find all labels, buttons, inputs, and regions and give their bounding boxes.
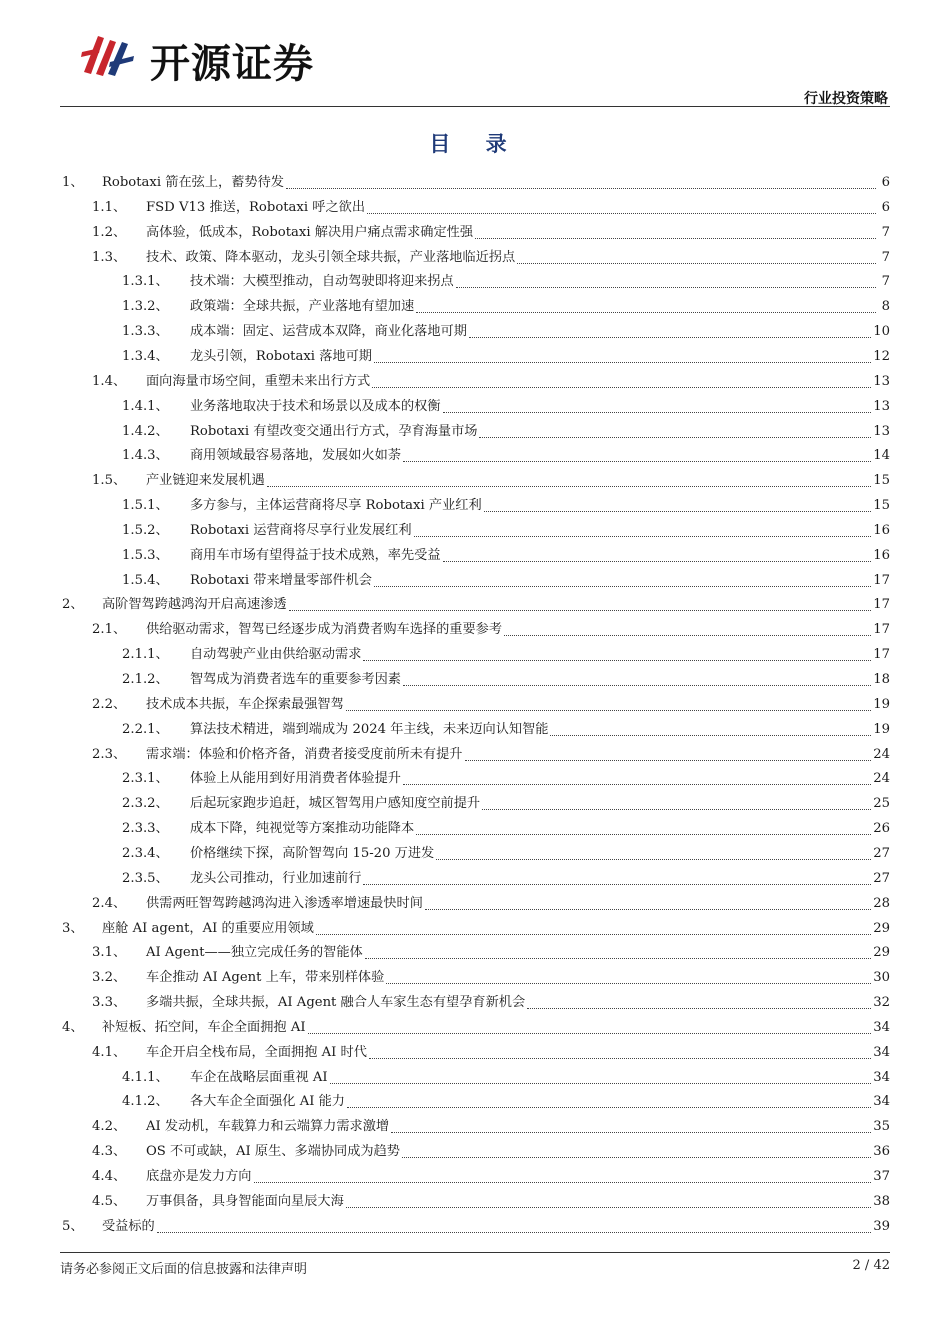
- toc-leader-dots: [365, 946, 871, 959]
- toc-entry-title: 技术成本共振，车企探索最强智驾: [146, 696, 344, 712]
- toc-entry-title: 高体验，低成本，Robotaxi 解决用户痛点需求确定性强: [146, 224, 474, 240]
- toc-entry-page: 19: [873, 721, 890, 737]
- toc-leader-dots: [482, 797, 871, 810]
- toc-entry-number: 1.3.1、: [122, 274, 169, 290]
- toc-entry-page: 35: [873, 1119, 890, 1135]
- toc-entry[interactable]: [122, 640, 890, 664]
- toc-entry[interactable]: [62, 1013, 890, 1037]
- toc-entry[interactable]: [92, 243, 890, 267]
- toc-entry[interactable]: [122, 441, 890, 465]
- toc-entry-title: 车企在战略层面重视 AI: [190, 1069, 328, 1085]
- toc-entry-number: 4.1.2、: [122, 1094, 169, 1110]
- toc-entry-title: 车企开启全栈布局，全面拥抱 AI 时代: [146, 1044, 367, 1060]
- toc-entry-title: 座舱 AI agent，AI 的重要应用领域: [102, 920, 314, 936]
- toc-leader-dots: [425, 897, 871, 910]
- footer-divider: [60, 1252, 890, 1253]
- toc-entry[interactable]: [122, 814, 890, 838]
- toc-entry-number: 2.3、: [92, 746, 127, 762]
- toc-entry-number: 3.2、: [92, 970, 127, 986]
- toc-leader-dots: [316, 922, 871, 935]
- toc-entry-title: 业务落地取决于技术和场景以及成本的权衡: [190, 398, 441, 414]
- toc-entry[interactable]: [92, 1038, 890, 1062]
- toc-entry-page: 7: [881, 249, 890, 265]
- toc-entry-page: 10: [873, 324, 890, 340]
- toc-entry[interactable]: [122, 292, 890, 316]
- header-divider: [60, 106, 890, 107]
- toc-leader-dots: [403, 772, 871, 785]
- toc-entry-page: 38: [873, 1193, 890, 1209]
- toc-leader-dots: [267, 474, 872, 487]
- toc-entry-number: 4.4、: [92, 1169, 127, 1184]
- toc-entry-number: 1.2、: [92, 224, 127, 240]
- toc-entry-page: 7: [881, 224, 890, 240]
- toc-entry-page: 16: [873, 522, 890, 538]
- toc-entry-page: 34: [873, 1019, 890, 1035]
- toc-entry-number: 2.1、: [92, 622, 127, 638]
- toc-entry[interactable]: [122, 1087, 890, 1111]
- toc-entry-title: 价格继续下探，高阶智驾向 15-20 万进发: [190, 845, 435, 861]
- toc-entry[interactable]: [122, 864, 890, 888]
- toc-leader-dots: [402, 1145, 871, 1158]
- toc-entry-number: 3.1、: [92, 945, 127, 961]
- toc-entry[interactable]: [122, 392, 890, 416]
- toc-entry-page: 17: [873, 572, 890, 588]
- toc-entry-number: 1.5.4、: [122, 572, 169, 588]
- toc-entry-page: 13: [873, 398, 890, 414]
- toc-entry-title: 商用领域最容易落地，发展如火如荼: [190, 448, 401, 464]
- toc-leader-dots: [363, 872, 871, 885]
- toc-entry-number: 1.3.4、: [122, 348, 169, 364]
- toc-entry-number: 1.4.2、: [122, 423, 169, 439]
- toc-leader-dots: [347, 1095, 871, 1108]
- toc-entry-title: 后起玩家跑步追赶，城区智驾用户感知度空前提升: [190, 796, 481, 812]
- brand-name: 开源证券: [150, 41, 314, 87]
- toc-entry-page: 39: [873, 1218, 890, 1234]
- toc-entry-number: 2.1.2、: [122, 672, 169, 687]
- toc-entry-page: 17: [873, 597, 890, 613]
- toc-entry-number: 1.3、: [92, 249, 127, 265]
- toc-entry-page: 14: [873, 448, 890, 464]
- toc-entry-title: 补短板、拓空间，车企全面拥抱 AI: [102, 1019, 306, 1035]
- toc-entry[interactable]: [122, 566, 890, 590]
- toc-entry[interactable]: [122, 342, 890, 366]
- toc-entry-number: 2.3.4、: [122, 845, 169, 861]
- toc-leader-dots: [403, 673, 871, 686]
- toc-entry-title: 龙头公司推动，行业加速前行: [190, 870, 362, 886]
- page-footer: [60, 1258, 890, 1278]
- toc-entry-title: 成本端：固定、运营成本双降，商业化落地可期: [190, 324, 467, 340]
- toc-entry-title: Robotaxi 箭在弦上，蓄势待发: [102, 175, 284, 190]
- toc-entry-number: 3.3、: [92, 995, 127, 1011]
- toc-entry-title: 高阶智驾跨越鸿沟开启高速渗透: [102, 597, 287, 613]
- toc-entry-title: OS 不可或缺，AI 原生、多端协同成为趋势: [146, 1144, 400, 1160]
- toc-leader-dots: [527, 996, 871, 1009]
- kaiyuan-logo-icon: [80, 28, 136, 84]
- toc-entry[interactable]: [92, 367, 890, 391]
- toc-entry-title: 多端共振，全球共振，AI Agent 融合人车家生态有望孕育新机会: [146, 995, 526, 1011]
- toc-leader-dots: [308, 1021, 872, 1034]
- toc-leader-dots: [254, 1170, 872, 1183]
- toc-entry-page: 34: [873, 1069, 890, 1085]
- toc-entry-number: 1.1、: [92, 199, 127, 215]
- legal-disclaimer: 请务必参阅正文后面的信息披露和法律声明: [60, 1262, 308, 1277]
- toc-entry[interactable]: [92, 988, 890, 1012]
- toc-entry-title: 受益标的: [102, 1218, 155, 1234]
- toc-entry-page: 30: [873, 970, 890, 986]
- toc-leader-dots: [386, 971, 871, 984]
- toc-leader-dots: [289, 598, 872, 611]
- toc-entry[interactable]: [62, 914, 890, 938]
- toc-entry[interactable]: [92, 963, 890, 987]
- toc-leader-dots: [416, 822, 871, 835]
- toc-entry-page: 6: [881, 175, 890, 190]
- toc-entry-title: 商用车市场有望得益于技术成熟，率先受益: [190, 547, 441, 563]
- toc-entry[interactable]: [62, 590, 890, 614]
- toc-entry-number: 2.4、: [92, 895, 127, 911]
- toc-entry-number: 1.3.3、: [122, 324, 169, 340]
- toc-entry[interactable]: [92, 193, 890, 217]
- toc-entry[interactable]: [92, 690, 890, 714]
- toc-entry[interactable]: [62, 1212, 890, 1236]
- page-header: [0, 0, 950, 110]
- toc-leader-dots: [372, 375, 871, 388]
- toc-entry-page: 27: [873, 870, 890, 886]
- toc-entry-title: Robotaxi 带来增量零部件机会: [190, 572, 372, 588]
- toc-entry-number: 1.5.3、: [122, 547, 169, 563]
- toc-entry-title: 需求端：体验和价格齐备，消费者接受度前所未有提升: [146, 746, 463, 762]
- toc-entry-title: 各大车企全面强化 AI 能力: [190, 1094, 345, 1110]
- toc-entry-title: 成本下降，纯视觉等方案推动功能降本: [190, 821, 415, 837]
- toc-leader-dots: [456, 275, 876, 288]
- toc-entry[interactable]: [92, 1112, 890, 1136]
- toc-entry-title: 供给驱动需求，智驾已经逐步成为消费者购车选择的重要参考: [146, 622, 503, 638]
- toc-entry[interactable]: [122, 267, 890, 291]
- toc-entry-number: 5、: [62, 1218, 84, 1234]
- toc-entry[interactable]: [92, 1187, 890, 1211]
- toc-entry[interactable]: [62, 168, 890, 192]
- toc-entry-title: AI 发动机，车载算力和云端算力需求激增: [146, 1119, 390, 1135]
- toc-entry-number: 2.3.5、: [122, 870, 169, 886]
- toc-entry-number: 2.3.3、: [122, 821, 169, 837]
- toc-entry-page: 18: [873, 672, 890, 687]
- toc-entry-number: 1.4、: [92, 373, 127, 389]
- toc-entry-page: 24: [873, 746, 890, 762]
- toc-entry-number: 1.5.1、: [122, 498, 169, 514]
- toc-leader-dots: [403, 449, 871, 462]
- toc-entry-title: 多方参与，主体运营商将尽享 Robotaxi 产业红利: [190, 498, 482, 514]
- toc-leader-dots: [346, 1195, 871, 1208]
- toc-entry[interactable]: [92, 889, 890, 913]
- toc-entry-page: 16: [873, 547, 890, 563]
- toc-entry-page: 26: [873, 821, 890, 837]
- toc-entry-page: 17: [873, 647, 890, 663]
- toc-entry-number: 4.2、: [92, 1119, 127, 1135]
- toc-entry-title: 政策端：全球共振，产业落地有望加速: [190, 299, 415, 315]
- toc-entry-number: 1.5、: [92, 473, 127, 489]
- toc-entry-title: 产业链迎来发展机遇: [146, 473, 265, 489]
- toc-entry-title: Robotaxi 有望改变交通出行方式，孕育海量市场: [190, 423, 478, 439]
- toc-entry-title: 面向海量市场空间，重塑未来出行方式: [146, 373, 371, 389]
- toc-entry-number: 1.5.2、: [122, 522, 169, 538]
- toc-leader-dots: [443, 400, 872, 413]
- toc-entry-page: 29: [873, 920, 890, 936]
- toc-entry-title: 车企推动 AI Agent 上车，带来别样体验: [146, 970, 385, 986]
- toc-entry-page: 13: [873, 423, 890, 439]
- toc-leader-dots: [550, 723, 871, 736]
- toc-entry-title: AI Agent——独立完成任务的智能体: [146, 945, 363, 961]
- toc-entry[interactable]: [122, 839, 890, 863]
- toc-leader-dots: [475, 226, 876, 239]
- toc-entry-number: 4、: [62, 1019, 84, 1035]
- toc-entry-number: 1.3.2、: [122, 299, 169, 315]
- toc-leader-dots: [374, 350, 871, 363]
- toc-entry[interactable]: [122, 715, 890, 739]
- toc-entry-number: 2.2.1、: [122, 721, 169, 737]
- toc-entry[interactable]: [122, 417, 890, 441]
- toc-leader-dots: [443, 549, 872, 562]
- toc-entry-page: 12: [873, 348, 890, 364]
- toc-leader-dots: [504, 623, 871, 636]
- toc-entry-page: 34: [873, 1044, 890, 1060]
- toc-entry-page: 29: [873, 945, 890, 961]
- toc-leader-dots: [416, 300, 876, 313]
- toc-entry-page: 36: [873, 1144, 890, 1160]
- toc-entry[interactable]: [92, 1162, 890, 1186]
- toc-entry-title: FSD V13 推送，Robotaxi 呼之欲出: [146, 199, 366, 215]
- toc-entry-page: 15: [873, 473, 890, 489]
- toc-entry-page: 8: [881, 299, 890, 315]
- toc-entry-title: 供需两旺智驾跨越鸿沟进入渗透率增速最快时间: [146, 895, 423, 911]
- toc-entry[interactable]: [92, 1137, 890, 1161]
- toc-entry[interactable]: [92, 938, 890, 962]
- toc-entry[interactable]: [92, 740, 890, 764]
- toc-leader-dots: [391, 1120, 871, 1133]
- toc-title: 目 录: [429, 132, 521, 156]
- toc-entry[interactable]: [92, 218, 890, 242]
- toc-entry-number: 4.5、: [92, 1193, 127, 1209]
- toc-leader-dots: [363, 648, 871, 661]
- toc-entry-page: 19: [873, 696, 890, 712]
- toc-entry-page: 6: [881, 199, 890, 215]
- toc-leader-dots: [414, 524, 872, 537]
- toc-entry-number: 2、: [62, 597, 84, 613]
- toc-entry-number: 1、: [62, 175, 84, 190]
- toc-entry[interactable]: [122, 1063, 890, 1087]
- toc-entry-title: 龙头引领，Robotaxi 落地可期: [190, 348, 372, 364]
- toc-leader-dots: [465, 748, 872, 761]
- toc-entry-number: 2.1.1、: [122, 647, 169, 663]
- toc-entry-title: 万事俱备，具身智能面向星辰大海: [146, 1193, 344, 1209]
- toc-entry-number: 4.1、: [92, 1044, 127, 1060]
- toc-entry[interactable]: [122, 491, 890, 515]
- toc-entry-page: 37: [873, 1169, 890, 1184]
- toc-entry-page: 25: [873, 796, 890, 812]
- toc-entry-page: 7: [881, 274, 890, 290]
- toc-entry[interactable]: [122, 317, 890, 341]
- toc-leader-dots: [374, 574, 871, 587]
- toc-entry-number: 2.3.2、: [122, 796, 169, 812]
- toc-entry[interactable]: [92, 466, 890, 490]
- toc-entry-page: 17: [873, 622, 890, 638]
- toc-entry-title: 自动驾驶产业由供给驱动需求: [190, 647, 362, 663]
- page-number: 2 / 42: [852, 1258, 890, 1273]
- toc-entry-title: Robotaxi 运营商将尽享行业发展红利: [190, 522, 412, 538]
- toc-entry-number: 4.1.1、: [122, 1069, 169, 1085]
- toc-entry-title: 算法技术精进，端到端成为 2024 年主线，未来迈向认知智能: [190, 721, 549, 737]
- toc-entry[interactable]: [122, 764, 890, 788]
- toc-leader-dots: [517, 251, 876, 264]
- toc-leader-dots: [369, 1046, 871, 1059]
- toc-entry-title: 智驾成为消费者选车的重要参考因素: [190, 672, 401, 687]
- toc-entry-page: 24: [873, 771, 890, 787]
- toc-entry-page: 34: [873, 1094, 890, 1110]
- toc-entry[interactable]: [122, 665, 890, 689]
- toc-entry-number: 4.3、: [92, 1144, 127, 1160]
- toc-entry[interactable]: [92, 615, 890, 639]
- toc-entry-page: 32: [873, 995, 890, 1011]
- toc-leader-dots: [484, 499, 872, 512]
- toc-leader-dots: [367, 201, 876, 214]
- toc-entry-title: 底盘亦是发力方向: [146, 1169, 252, 1184]
- toc-entry-title: 技术端：大模型推动，自动驾驶即将迎来拐点: [190, 274, 454, 290]
- toc-entry-title: 体验上从能用到好用消费者体验提升: [190, 771, 401, 787]
- toc-entry-page: 15: [873, 498, 890, 514]
- toc-leader-dots: [436, 847, 871, 860]
- toc-leader-dots: [286, 176, 876, 189]
- toc-leader-dots: [469, 325, 871, 338]
- toc-entry-number: 2.3.1、: [122, 771, 169, 787]
- toc-entry[interactable]: [122, 789, 890, 813]
- toc-leader-dots: [157, 1220, 871, 1233]
- toc-leader-dots: [346, 698, 871, 711]
- toc-entry[interactable]: [122, 516, 890, 540]
- toc-leader-dots: [479, 425, 871, 438]
- toc-entry-number: 1.4.1、: [122, 398, 169, 414]
- toc-entry-number: 2.2、: [92, 696, 127, 712]
- toc-entry-number: 3、: [62, 920, 84, 936]
- toc-entry-number: 1.4.3、: [122, 448, 169, 464]
- toc-entry-title: 技术、政策、降本驱动，龙头引领全球共振，产业落地临近拐点: [146, 249, 516, 265]
- toc-entry-page: 13: [873, 373, 890, 389]
- toc-leader-dots: [330, 1071, 872, 1084]
- toc-entry-page: 28: [873, 895, 890, 911]
- report-category: 行业投资策略: [804, 91, 888, 107]
- toc-entry-page: 27: [873, 845, 890, 861]
- toc-entry[interactable]: [122, 541, 890, 565]
